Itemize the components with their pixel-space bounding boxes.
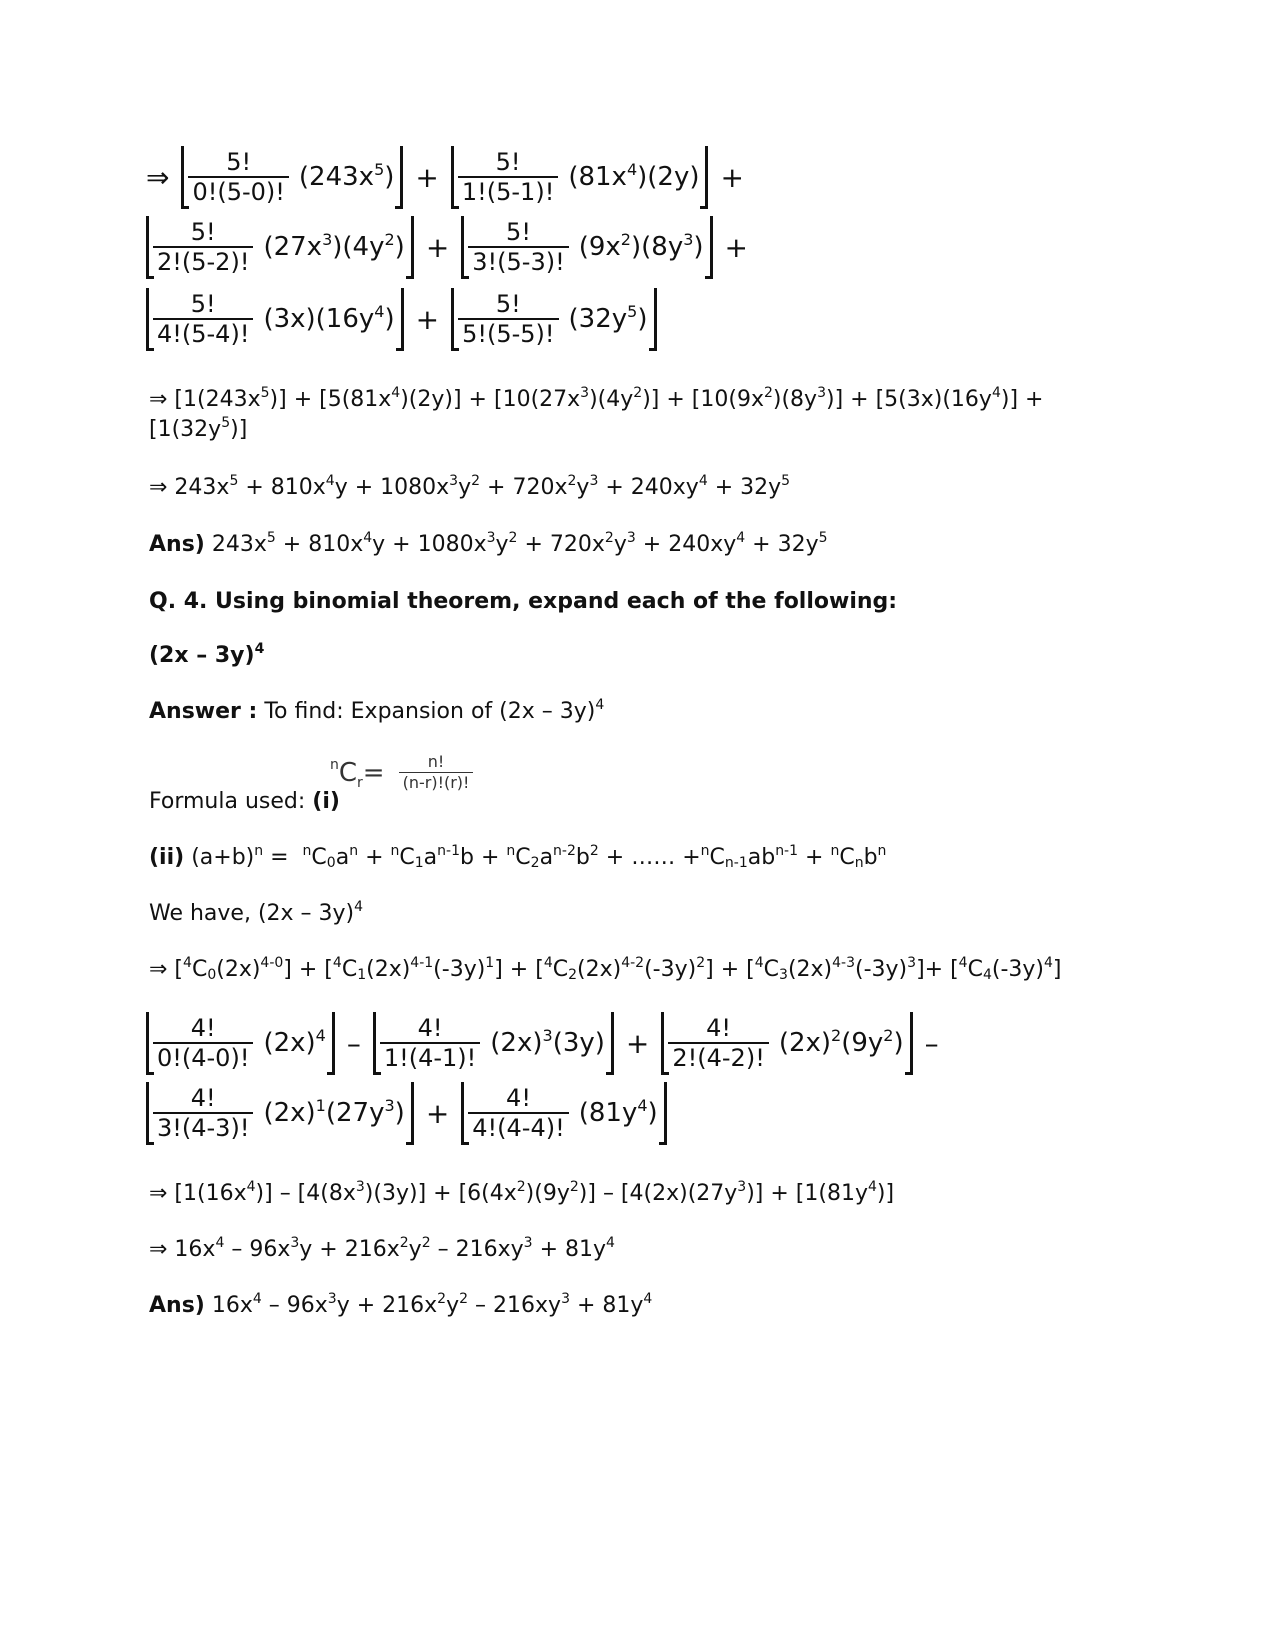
- math-row: [146, 288, 657, 350]
- fraction-denominator: 0!(4-0)!: [153, 1042, 253, 1072]
- fraction: [380, 1014, 480, 1072]
- answer-line-2: [149, 1292, 652, 1320]
- implies-arrow: ⇒: [146, 160, 170, 194]
- formula-ii-label: (ii): [149, 845, 185, 870]
- fraction-numerator: 5!: [506, 218, 531, 246]
- ans-label: Ans): [149, 532, 205, 557]
- fraction: [153, 1014, 253, 1072]
- bracket-term: [461, 216, 712, 278]
- question-expression: [149, 642, 264, 670]
- bracket-term: [451, 146, 709, 208]
- ncr-lhs: $^nC_r=$: [330, 756, 385, 791]
- term-factor: $(81x^4)(2y)$: [568, 160, 700, 192]
- answer-intro: [149, 698, 604, 726]
- fraction-denominator: 4!(5-4)!: [153, 318, 253, 348]
- fraction-numerator: 4!: [190, 1014, 216, 1042]
- fraction: [458, 290, 558, 348]
- fraction-numerator: 5!: [226, 148, 252, 176]
- answer-label: Answer :: [149, 699, 258, 724]
- term-factor: $(27x^3)(4y^2)$: [263, 230, 405, 262]
- bracket-term: [461, 1082, 666, 1144]
- term-factor: $(3x)(16y^4)$: [263, 302, 395, 334]
- simplified-line: ⇒ $243x^5 + 810x^4y + 1080x^3y^2 + 720x^2y^3 + 240xy^4 + 32y^5$: [149, 473, 791, 500]
- formula-ii-line: [149, 844, 886, 872]
- ncr-fraction: [399, 752, 474, 793]
- operator: +: [724, 230, 749, 264]
- fraction-numerator: 5!: [190, 290, 216, 318]
- operator: +: [720, 160, 744, 194]
- term-factor: $(2x)^1(27y^3)$: [263, 1096, 405, 1128]
- fraction-numerator: 4!: [506, 1084, 531, 1112]
- question-text: Q. 4. Using binomial theorem, expand each of the following:: [149, 589, 898, 614]
- fraction-numerator: 5!: [495, 148, 521, 176]
- fraction-numerator: 4!: [706, 1014, 732, 1042]
- fraction-denominator: 2!(5-2)!: [153, 246, 253, 276]
- fraction: [153, 218, 253, 276]
- formula-ii-text: $(a+b)^n = ^nC_0a^n + ^nC_1a^{n-1}b + ^nC_2a^{n-2}b^2$ + …… $+^nC_{n-1}ab^{n-1} + ^nC_nb^n$: [184, 843, 887, 871]
- bracket-term: [146, 1012, 335, 1074]
- operator: +: [425, 1096, 450, 1130]
- term-factor: $(32y^5)$: [568, 302, 648, 334]
- fraction: [153, 290, 253, 348]
- fraction-denominator: 3!(4-3)!: [153, 1112, 253, 1142]
- fraction: [458, 148, 558, 206]
- fraction-denominator: 4!(4-4)!: [468, 1112, 568, 1142]
- fraction: [468, 218, 568, 276]
- bracket-term: [146, 288, 404, 350]
- fraction-numerator: 5!: [190, 218, 216, 246]
- ans-label: Ans): [149, 1293, 205, 1318]
- bracket-term: [181, 146, 403, 208]
- term-factor: $(2x)^4$: [263, 1026, 326, 1058]
- term-factor: $(2x)^2(9y^2)$: [778, 1026, 904, 1058]
- formula-i-label: (i): [312, 789, 340, 814]
- expression-text: (2x – 3y)$^4$: [149, 641, 265, 668]
- fraction-denominator: 1!(4-1)!: [380, 1042, 480, 1072]
- operator: –: [346, 1026, 361, 1060]
- math-row: [146, 216, 760, 278]
- bracket-term: [451, 288, 656, 350]
- math-row: [146, 1012, 951, 1074]
- formula-used-line: [149, 788, 340, 816]
- simplified-line-2: ⇒ $16x^4 - 96x^3y + 216x^2y^2 - 216xy^3 + 81y^4$: [149, 1235, 615, 1262]
- formula-label: Formula used:: [149, 789, 313, 814]
- bracket-term: [146, 1082, 414, 1144]
- ans-text: $243x^5 + 810x^4y + 1080x^3y^2 + 720x^2y^3 + 240xy^4 + 32y^5$: [204, 530, 828, 557]
- term-factor: $(2x)^3(3y)$: [490, 1026, 605, 1058]
- question-4-heading: [149, 588, 897, 616]
- ans-text: $16x^4 - 96x^3y + 216x^2y^2 - 216xy^3 + 81y^4$: [204, 1291, 653, 1318]
- fraction-numerator: 5!: [495, 290, 521, 318]
- bracket-term: [146, 216, 414, 278]
- bracket-term: [661, 1012, 912, 1074]
- answer-line-1: [149, 531, 828, 559]
- fraction-numerator: 4!: [417, 1014, 443, 1042]
- operator: +: [415, 160, 439, 194]
- fraction-denominator: 2!(4-2)!: [668, 1042, 768, 1072]
- operator: +: [415, 302, 440, 336]
- fraction: [188, 148, 288, 206]
- operator: +: [425, 230, 450, 264]
- fraction-denominator: 0!(5-0)!: [188, 176, 288, 206]
- term-factor: $(9x^2)(8y^3)$: [578, 230, 704, 262]
- fraction: [153, 1084, 253, 1142]
- term-factor: $(81y^4)$: [578, 1096, 658, 1128]
- fraction-denominator: 3!(5-3)!: [468, 246, 568, 276]
- fraction-denominator: 1!(5-1)!: [458, 176, 558, 206]
- fraction: [668, 1014, 768, 1072]
- fraction-denominator: 5!(5-5)!: [458, 318, 558, 348]
- term-factor: $(243x^5)$: [298, 160, 395, 192]
- evaluated-terms-line: ⇒ $[1(16x^4)] - [4(8x^3)(3y)] + [6(4x^2)(9y^2)] - [4(2x)(27y^3)] + [1(81y^4)]$: [149, 1179, 895, 1206]
- math-row: [146, 1082, 667, 1144]
- fraction: [468, 1084, 568, 1142]
- operator: –: [924, 1026, 939, 1060]
- math-row: [146, 146, 756, 208]
- ncr-denominator: (n-r)!(r)!: [399, 772, 474, 793]
- operator: +: [625, 1026, 650, 1060]
- bracket-term: [373, 1012, 614, 1074]
- ncr-formula-image: [330, 752, 483, 793]
- we-have-line: We have, (2x – 3y)$^4$: [149, 899, 364, 926]
- binomial-terms-line: ⇒ $[^4C_0(2x)^{4-0}] + [^4C_1(2x)^{4-1}(-3y)^1] + [^4C_2(2x)^{4-2}(-3y)^2] + [^4C_3(2x)^{4-3}(-3y)^3]+ [^4C_4(-3y)^4]$: [149, 955, 1062, 983]
- answer-text: To find: Expansion of (2x – 3y)$^4$: [257, 697, 605, 724]
- expansion-line-2: $[1(32y^5)]$: [149, 415, 248, 442]
- expansion-line-1: ⇒ $[1(243x^5)] + [5(81x^4)(2y)] + [10(27x^3)(4y^2)] + [10(9x^2)(8y^3)] + [5(3x)(16y^4)]$ +: [149, 385, 1044, 412]
- ncr-numerator: n!: [427, 752, 445, 771]
- fraction-numerator: 4!: [190, 1084, 216, 1112]
